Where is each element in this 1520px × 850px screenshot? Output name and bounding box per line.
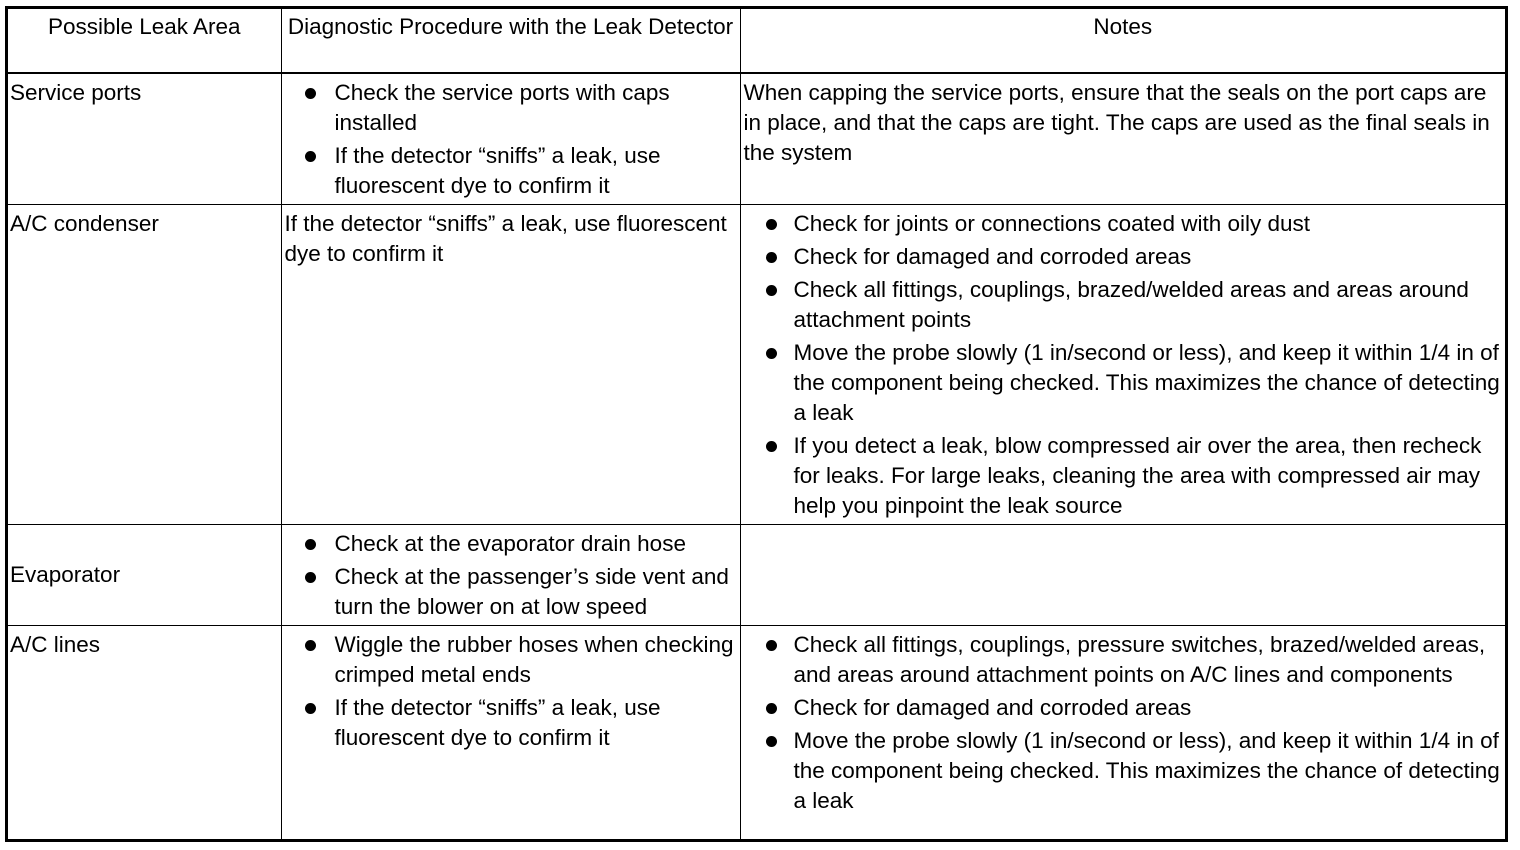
table-row-service-ports xyxy=(8,73,1505,205)
list-item xyxy=(744,726,1503,816)
bullet-icon xyxy=(766,640,777,651)
cell-notes xyxy=(740,205,1505,525)
bullet-icon xyxy=(305,640,316,651)
bullet-icon xyxy=(766,219,777,230)
table-row-ac-lines xyxy=(8,626,1505,840)
list-item xyxy=(744,209,1503,239)
list-item-text: If the detector “sniffs” a leak, use fluorescent dye to confirm it xyxy=(334,143,661,198)
leak-diagnosis-table xyxy=(8,9,1505,839)
header-diagnostic-procedure: Diagnostic Procedure with the Leak Detector xyxy=(281,9,740,73)
cell-procedure xyxy=(281,73,740,205)
procedure-list xyxy=(285,78,737,201)
header-possible-leak-area: Possible Leak Area xyxy=(8,9,281,73)
bullet-icon xyxy=(766,736,777,747)
bullet-icon xyxy=(766,285,777,296)
notes-list xyxy=(744,209,1503,521)
header-notes: Notes xyxy=(740,9,1505,73)
bullet-icon xyxy=(305,88,316,99)
cell-notes xyxy=(740,626,1505,840)
table-row-evaporator xyxy=(8,525,1505,626)
list-item xyxy=(744,275,1503,335)
cell-area: Evaporator xyxy=(8,525,281,626)
cell-procedure xyxy=(281,525,740,626)
bullet-icon xyxy=(305,151,316,162)
leak-diagnosis-table-frame xyxy=(5,6,1508,842)
list-item xyxy=(744,242,1503,272)
cell-notes xyxy=(740,73,1505,205)
procedure-text: If the detector “sniffs” a leak, use fluorescent dye to confirm it xyxy=(284,211,727,266)
bullet-icon xyxy=(766,703,777,714)
list-item xyxy=(285,78,737,138)
list-item-text: Check at the evaporator drain hose xyxy=(334,531,686,556)
bullet-icon xyxy=(766,441,777,452)
bullet-icon xyxy=(766,252,777,263)
bullet-icon xyxy=(305,703,316,714)
list-item-text: Check for joints or connections coated with oily dust xyxy=(793,211,1311,236)
list-item xyxy=(744,693,1503,723)
list-item-text: Check at the passenger’s side vent and turn the blower on at low speed xyxy=(334,564,729,619)
list-item xyxy=(285,630,737,690)
list-item xyxy=(744,338,1503,428)
list-item-text: Check for damaged and corroded areas xyxy=(793,244,1192,269)
cell-area: A/C lines xyxy=(8,626,281,840)
notes-text: When capping the service ports, ensure that the seals on the port caps are in place, and that the caps are tight. The caps are used as the final seals in the system xyxy=(743,80,1490,165)
bullet-icon xyxy=(305,572,316,583)
list-item-text: If the detector “sniffs” a leak, use fluorescent dye to confirm it xyxy=(334,695,661,750)
list-item-text: Check the service ports with caps installed xyxy=(334,80,670,135)
list-item-text: Check for damaged and corroded areas xyxy=(793,695,1192,720)
list-item xyxy=(285,562,737,622)
procedure-list xyxy=(285,529,737,622)
list-item-text: Check all fittings, couplings, brazed/welded areas and areas around attachment points xyxy=(793,277,1469,332)
list-item xyxy=(744,630,1503,690)
list-item-text: Move the probe slowly (1 in/second or less), and keep it within 1/4 in of the component being checked. This maximizes the chance of detecting a leak xyxy=(793,728,1500,813)
list-item-text: If you detect a leak, blow compressed air over the area, then recheck for leaks. For large leaks, cleaning the area with compressed air may help you pinpoint the leak source xyxy=(793,433,1482,518)
table-row-ac-condenser xyxy=(8,205,1505,525)
list-item-text: Move the probe slowly (1 in/second or less), and keep it within 1/4 in of the component being checked. This maximizes the chance of detecting a leak xyxy=(793,340,1500,425)
notes-list xyxy=(744,630,1503,816)
list-item xyxy=(744,431,1503,521)
cell-area: A/C condenser xyxy=(8,205,281,525)
procedure-list xyxy=(285,630,737,753)
bullet-icon xyxy=(766,348,777,359)
list-item xyxy=(285,529,737,559)
cell-notes xyxy=(740,525,1505,626)
cell-procedure xyxy=(281,626,740,840)
list-item-text: Wiggle the rubber hoses when checking crimped metal ends xyxy=(334,632,734,687)
list-item xyxy=(285,693,737,753)
cell-area: Service ports xyxy=(8,73,281,205)
list-item xyxy=(285,141,737,201)
table-header-row xyxy=(8,9,1505,73)
cell-procedure xyxy=(281,205,740,525)
bullet-icon xyxy=(305,539,316,550)
list-item-text: Check all fittings, couplings, pressure switches, brazed/welded areas, and areas around attachment points on A/C lines and components xyxy=(793,632,1486,687)
